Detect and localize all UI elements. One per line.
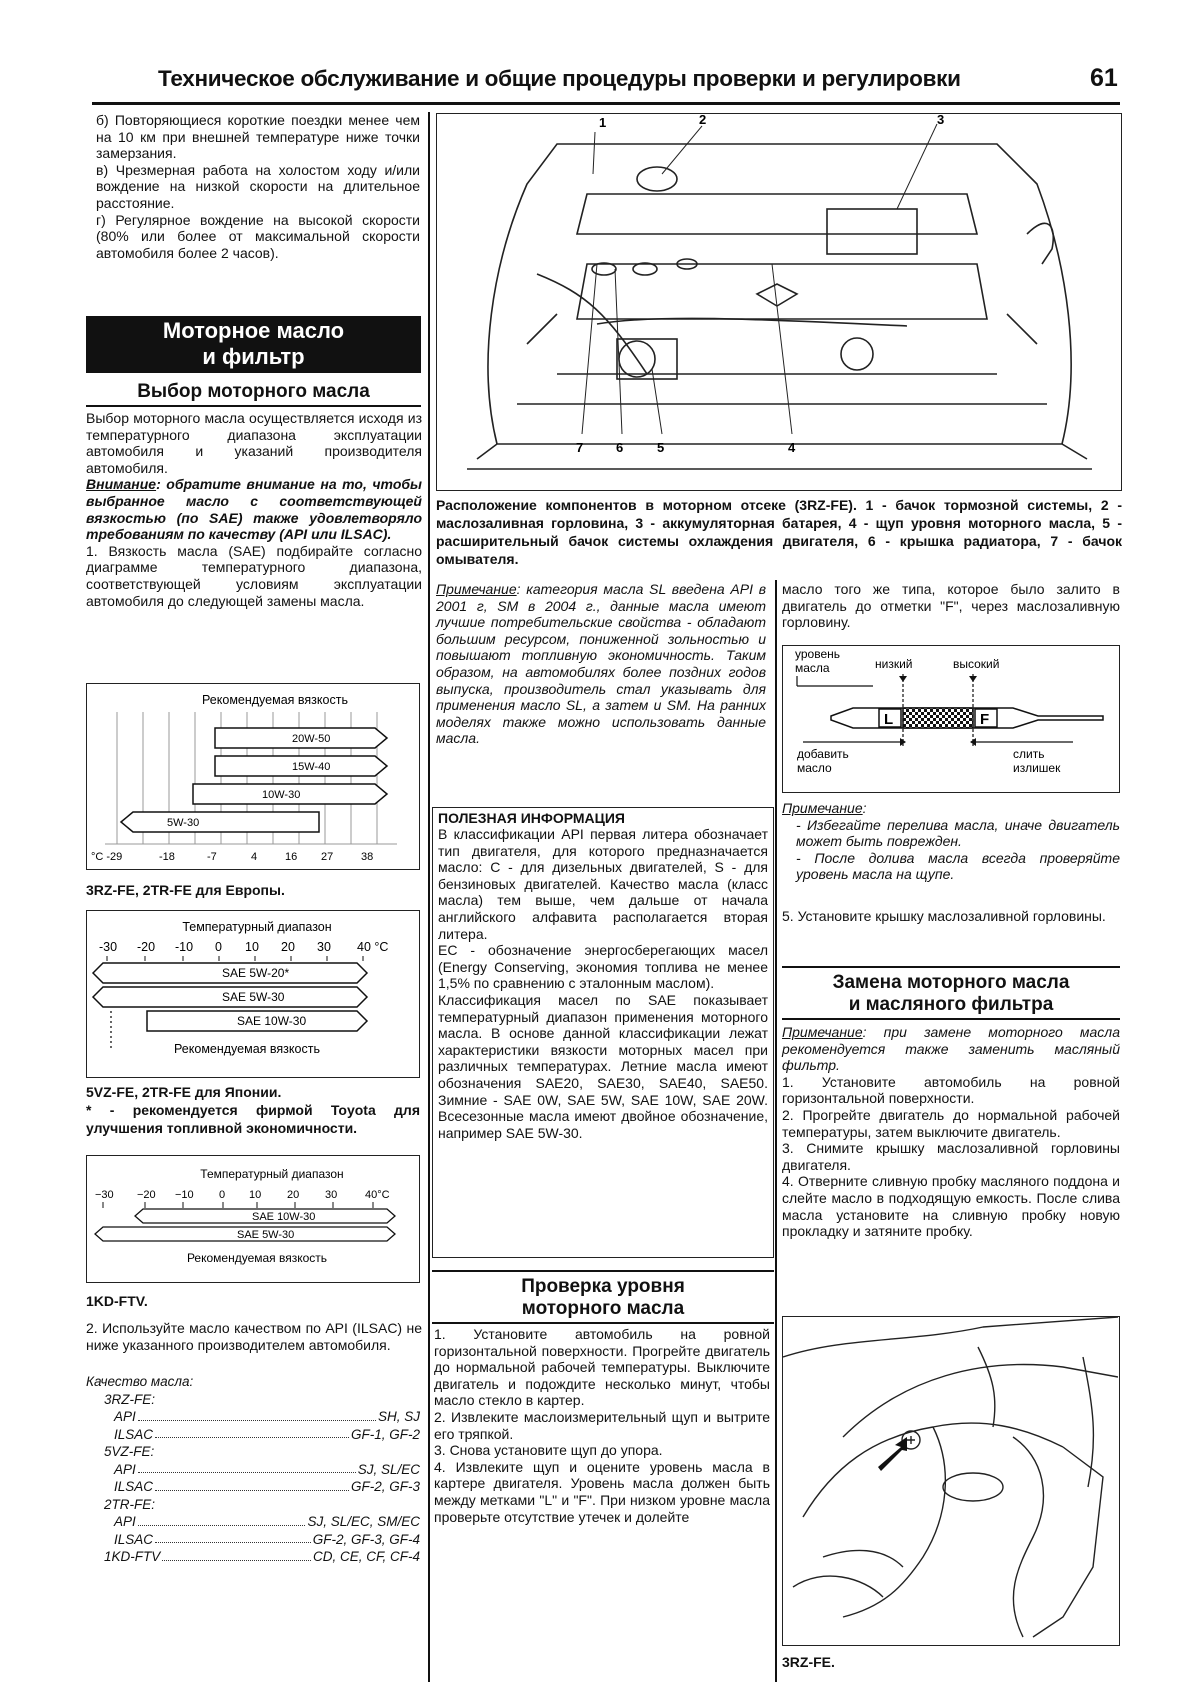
header-rule xyxy=(92,102,1120,105)
check-step-2: 2. Извлеките маслоизмерительный щуп и вытрите его тряпкой. xyxy=(434,1408,770,1442)
label-oil-level-2: масла xyxy=(795,661,830,675)
attention-text: : обратите внимание на то, чтобы выбранное масло с соответствующей вязкостью (по SAE) также удовлетворяло требованиям по качеству (API или ILSAC). xyxy=(86,476,422,543)
tick-label: -30 xyxy=(99,940,118,954)
tick-label: -10 xyxy=(175,940,194,954)
replace-step-2: 2. Прогрейте двигатель до нормальной рабочей температуры, затем выключите двигатель. xyxy=(782,1106,1120,1140)
chart2-note: * - рекомендуется фирмой Toyota для улучшения топливной экономичности. xyxy=(86,1102,420,1136)
tick-label: °C -29 xyxy=(91,851,123,863)
chart2-caption: 5VZ-FE, 2TR-FE для Японии. xyxy=(86,1084,282,1100)
label-add-1: добавить xyxy=(797,747,849,761)
check-section-rule-top xyxy=(432,1270,774,1272)
viscosity-chart-europe-svg xyxy=(87,684,418,868)
quality-engine: 3RZ-FE: xyxy=(104,1391,156,1407)
quality-row: API SJ, SL/EC, SM/EC xyxy=(114,1514,420,1529)
viscosity-chart-japan xyxy=(86,910,420,1078)
tick-label: 30 xyxy=(317,940,331,954)
column-divider-right xyxy=(775,580,777,1682)
mirror xyxy=(1027,223,1053,264)
tick-label: 10 xyxy=(249,1189,262,1201)
quality-row: API SH, SJ xyxy=(114,1409,420,1424)
tick-label: 10 xyxy=(245,940,259,954)
brake-reservoir xyxy=(637,167,677,191)
quality-row: ILSAC GF-2, GF-3 xyxy=(114,1479,420,1494)
drain-plug-figure xyxy=(782,1316,1120,1646)
tick-label: 40 °C xyxy=(357,940,389,954)
api-note xyxy=(436,581,766,747)
viscosity-chart-japan-svg xyxy=(87,911,418,1076)
check-oil-steps xyxy=(434,1326,770,1525)
tick-label: 20 xyxy=(281,940,295,954)
tick-label: −20 xyxy=(137,1189,156,1201)
useful-info-body xyxy=(438,826,768,1141)
bar-label-10w30: SAE 10W-30 xyxy=(237,1014,307,1028)
column-divider-left xyxy=(428,112,430,1682)
bar-label-5w30: 5W-30 xyxy=(167,817,200,829)
overfill-note-item: - После долива масла всегда проверяйте уровень масла на щупе. xyxy=(796,849,1120,883)
label-drain-1: слить xyxy=(1013,747,1045,761)
bar-label-10w30: SAE 10W-30 xyxy=(252,1211,316,1223)
callout-1: 1 xyxy=(599,115,607,130)
bumper-line xyxy=(477,444,1087,459)
step-5: 5. Установите крышку маслозаливной горловины. xyxy=(782,908,1106,924)
check-oil-heading-line2: моторного масла xyxy=(521,1298,685,1319)
api-note-text: : категория масла SL введена API в 2001 г, SM в 2004 г., данные масла имеют лучшие потребительские свойства - обладают большим ресурсом, пониженной зольностью и повышают топливную экономичность. Таким образом, на автомобилях более поздних годов выпуска, производитель стал указывать для применения масло SL, а затем и SM. На ранних моделях также можно использовать данные масла. xyxy=(436,581,766,747)
replace-note: Примечание: при замене моторного масла рекомендуется также заменить масляный фильтр. xyxy=(782,1024,1120,1074)
bar-label-20w50: 20W-50 xyxy=(292,733,331,745)
chart3-caption: 1KD-FTV. xyxy=(86,1293,148,1309)
quality-engine: 5VZ-FE: xyxy=(104,1444,155,1459)
tick-label: -18 xyxy=(159,851,175,863)
drain-figure-caption: 3RZ-FE. xyxy=(782,1654,835,1670)
intro-item-c: в) Чрезмерная работа на холостом ходу и/или вождение на низкой скорости на длительное расстояние. xyxy=(96,161,420,211)
subsection-oil-selection: Выбор моторного масла xyxy=(137,381,370,402)
bar-label-5w20: SAE 5W-20* xyxy=(222,966,290,980)
replace-section-rule-top xyxy=(782,966,1120,968)
callout-3: 3 xyxy=(937,114,945,127)
tick-label: 20 xyxy=(287,1189,300,1201)
section-heading-line1: Моторное масло xyxy=(162,318,345,343)
overfill-note-item: - Избегайте перелива масла, иначе двигатель может быть поврежден. xyxy=(796,816,1120,850)
api-note-label: Примечание xyxy=(436,581,517,597)
dipstick-hatched-zone xyxy=(903,708,973,728)
quality-row: 1KD-FTV CD, CE, CF, CF-4 xyxy=(104,1549,420,1564)
bar-label-15w40: 15W-40 xyxy=(292,761,331,773)
replace-step-1: 1. Установите автомобиль на ровной горизонтальной поверхности. xyxy=(782,1073,1120,1107)
page-number: 61 xyxy=(1090,64,1118,92)
check-step-3: 3. Снова установите щуп до упора. xyxy=(434,1442,663,1459)
replace-step-4: 4. Отверните сливную пробку масляного поддона и слейте масло в подходящую емкость. После слива масла установите на сливную пробку новую прокладку и затяните пробку. xyxy=(782,1173,1120,1240)
replace-section-rule-bottom xyxy=(782,1018,1120,1020)
tick-label: 4 xyxy=(251,851,258,863)
engine-bay-drawing xyxy=(437,114,1120,489)
mark-L: L xyxy=(884,711,894,728)
page-header-title: Техническое обслуживание и общие процедуры проверки и регулировки xyxy=(158,66,961,91)
label-oil-level-1: уровень xyxy=(795,647,841,661)
subsection-rule xyxy=(86,405,421,407)
tick-label: 27 xyxy=(321,851,334,863)
callout-2: 2 xyxy=(699,114,707,127)
replace-oil-heading-line1: Замена моторного масла xyxy=(832,972,1070,993)
info-p3: Классификация масел по SAE показывает температурный диапазон применения моторного масла. В основе данной классификации лежат характеристики вязкости моторных масел при различных температурах. Летние масла имеют обозначения SAE20, SAE30, SAE40, SAE50. Зимние - SAE 0W, SAE 5W, SAE 10W, SAE 20W. Всесезонные масла имеют двойное обозначение, например SAE 5W-30. xyxy=(438,991,768,1141)
drain-plug-drawing xyxy=(783,1317,1118,1644)
chart3-title: Температурный диапазон xyxy=(200,1167,344,1181)
refill-text: масло того же типа, которое было залито в двигатель до отметки "F", через маслозаливную горловину. xyxy=(782,581,1120,631)
bar-5w30 xyxy=(121,812,319,832)
info-p2: ЕС - обозначение энергосберегающих масел (Energy Conserving, экономия топлива не менее 1,5% по сравнению с эталонным маслом). xyxy=(438,942,768,992)
chart1-title: Рекомендуемая вязкость xyxy=(202,693,348,707)
section-heading-motor-oil xyxy=(86,316,421,373)
tick-label: -20 xyxy=(137,940,156,954)
viscosity-chart-1kd xyxy=(86,1155,420,1283)
useful-info-box xyxy=(432,807,774,1258)
viscosity-chart-europe xyxy=(86,683,420,870)
chart2-footer: Рекомендуемая вязкость xyxy=(174,1042,320,1056)
tick-label: 16 xyxy=(285,851,298,863)
useful-info-title: ПОЛЕЗНАЯ ИНФОРМАЦИЯ xyxy=(438,810,625,826)
tick-label: 40°C xyxy=(365,1189,390,1201)
tick-label: 0 xyxy=(215,940,222,954)
check-step-1: 1. Установите автомобиль на ровной горизонтальной поверхности. Прогрейте двигатель до нормальной рабочей температуры. Выключите двигатель и подождите несколько минут, чтобы масло стекло в картер. xyxy=(434,1326,770,1409)
callout-6: 6 xyxy=(616,440,624,455)
quality-engine: 2TR-FE: xyxy=(104,1496,156,1512)
tick-label: 0 xyxy=(219,1189,226,1201)
chart3-footer: Рекомендуемая вязкость xyxy=(186,1251,328,1265)
oil-quality-list xyxy=(86,1373,420,1566)
dipstick-svg xyxy=(783,646,1118,791)
replace-step-3: 3. Снимите крышку маслозаливной горловины двигателя. xyxy=(782,1140,1120,1173)
check-step-4: 4. Извлеките щуп и оцените уровень масла в картере двигателя. Уровень масла должен быть между метками "L" и "F". При низком уровне масла проверьте отсутствие утечек и долейте xyxy=(434,1458,770,1525)
quality-title: Качество масла: xyxy=(86,1374,194,1389)
section-heading-line2: и фильтр xyxy=(202,344,305,369)
tick-label: 38 xyxy=(361,851,374,863)
intro-item-d: г) Регулярное вождение на высокой скорости (80% или более от максимальной скорости автомобиля более 2 часов). xyxy=(96,211,420,261)
bar-label-5w30: SAE 5W-30 xyxy=(237,1229,295,1241)
para-api-quality: 2. Используйте масло качеством по API (ILSAC) не ниже указанного производителем автомобиля. xyxy=(86,1320,422,1353)
callout-7: 7 xyxy=(576,440,584,455)
overfill-note xyxy=(782,800,1120,883)
engine-figure-caption: Расположение компонентов в моторном отсеке (3RZ-FE). 1 - бачок тормозной системы, 2 - маслозаливная горловина, 3 - аккумуляторная батарея, 4 - щуп уровня моторного масла, 5 - расширительный бачок системы охлаждения двигателя, 6 - крышка радиатора, 7 - бачок омывателя. xyxy=(436,497,1122,567)
oil-selection-text xyxy=(86,410,422,609)
bar-label-10w30: 10W-30 xyxy=(262,789,301,801)
bar-label-5w30: SAE 5W-30 xyxy=(222,990,285,1004)
overfill-note-label: Примечание: xyxy=(782,800,867,816)
label-low: низкий xyxy=(875,657,913,671)
replace-oil-heading-line2: и масляного фильтра xyxy=(848,994,1054,1015)
check-oil-heading-line1: Проверка уровня xyxy=(521,1276,685,1297)
para-oil-selection: Выбор моторного масла осуществляется исходя из температурного диапазона эксплуатации автомобиля и указаний производителя автомобиля. xyxy=(86,410,422,476)
check-section-rule-bottom xyxy=(432,1322,774,1324)
tick-label: −10 xyxy=(175,1189,194,1201)
label-drain-2: излишек xyxy=(1013,761,1061,775)
quality-row: ILSAC GF-2, GF-3, GF-4 xyxy=(114,1531,420,1547)
mark-F: F xyxy=(980,711,990,728)
replace-steps xyxy=(782,1024,1120,1240)
tick-label: −30 xyxy=(95,1189,114,1201)
engine-bay-figure xyxy=(436,113,1122,491)
callout-5: 5 xyxy=(657,440,665,455)
callout-4: 4 xyxy=(788,440,796,455)
replace-oil-heading xyxy=(782,972,1120,1016)
attention-label: Внимание xyxy=(86,476,157,493)
attention-note xyxy=(86,476,422,542)
quality-row: API SJ, SL/EC xyxy=(114,1461,420,1477)
chart1-caption: 3RZ-FE, 2TR-FE для Европы. xyxy=(86,882,285,898)
chart2-title: Температурный диапазон xyxy=(182,920,332,934)
dipstick-figure xyxy=(782,645,1120,793)
intro-item-b: б) Повторяющиеся короткие поездки менее чем на 10 км при внешней температуре ниже точки замерзания. xyxy=(96,112,420,162)
tick-label: -7 xyxy=(207,851,217,863)
intro-text xyxy=(96,112,420,261)
viscosity-chart-1kd-svg xyxy=(87,1156,418,1281)
para-viscosity: 1. Вязкость масла (SAE) подбирайте согласно диаграмме температурного диапазона, соответствующей условиям эксплуатации автомобиля до следующей замены масла. xyxy=(86,542,422,609)
label-high: высокий xyxy=(953,657,1000,671)
quality-row: ILSAC GF-1, GF-2 xyxy=(114,1426,420,1442)
check-oil-heading xyxy=(432,1276,774,1320)
label-add-2: масло xyxy=(797,761,832,775)
tick-label: 30 xyxy=(325,1189,338,1201)
info-p1: В классификации API первая литера обозначает тип двигателя, для которого предназначается масло: С - для дизельных двигателей, S - для бензиновых двигателей. Качество масла (класс масла) тем выше, чем дальше от начала английского алфавита располагается вторая литера. xyxy=(438,826,768,942)
battery xyxy=(827,209,917,254)
